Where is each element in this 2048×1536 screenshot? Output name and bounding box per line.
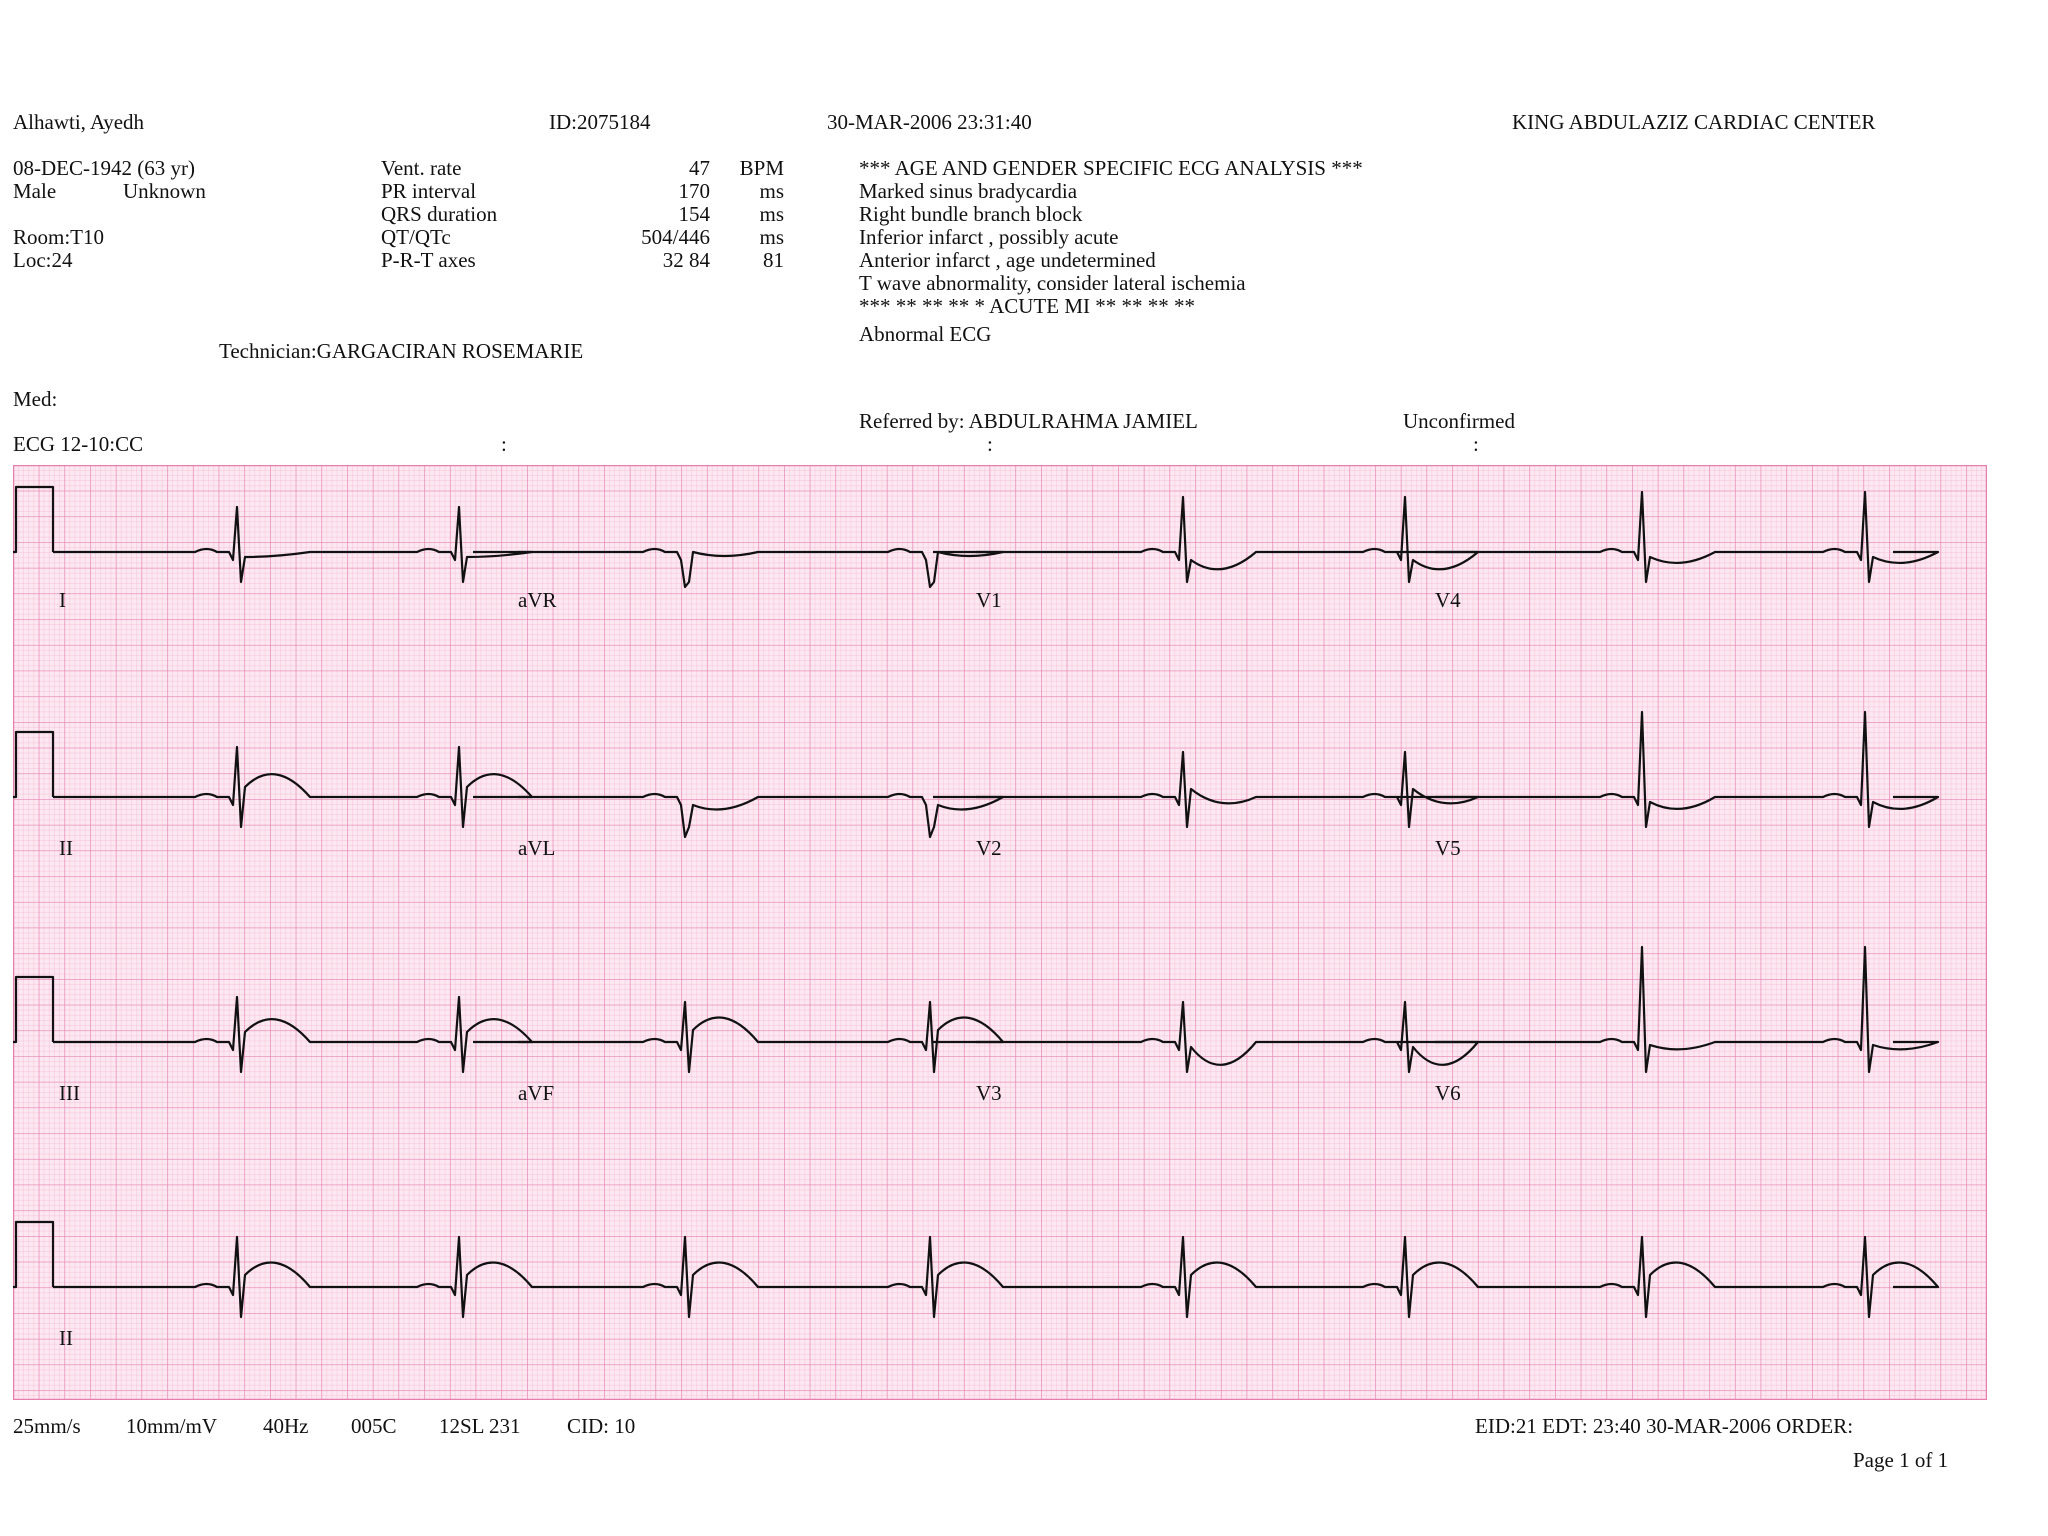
interpretation-line: Right bundle branch block [859,202,1083,226]
patient-dob: 08-DEC-1942 (63 yr) [13,156,195,180]
interpretation-line: T wave abnormality, consider lateral ischemia [859,271,1246,295]
lead-label-V5: V5 [1435,836,1461,860]
gain-setting: 10mm/mV [126,1414,218,1438]
lead-label-I: I [59,588,66,612]
measurement-label: QRS duration [381,202,498,226]
lead-label-V6: V6 [1435,1081,1461,1105]
lead-label-aVL: aVL [518,836,556,860]
patient-name: Alhawti, Ayedh [13,110,145,134]
measurement-label: Vent. rate [381,156,462,180]
interpretation-line: *** AGE AND GENDER SPECIFIC ECG ANALYSIS *** [859,156,1363,180]
referred-by: Referred by: ABDULRAHMA JAMIEL [859,409,1198,433]
separator-colon: : [501,432,507,456]
lead-label-aVR: aVR [518,588,557,612]
paper-speed: 25mm/s [13,1414,81,1438]
technician-name: Technician:GARGACIRAN ROSEMARIE [219,339,584,363]
institution-name: KING ABDULAZIZ CARDIAC CENTER [1512,110,1876,134]
lead-label-V4: V4 [1435,588,1461,612]
measurement-label: PR interval [381,179,477,203]
ecg-strip [13,465,1987,1400]
patient-id: ID:2075184 [549,110,651,134]
ecg-label: ECG 12-10:CC [13,432,144,456]
measurement-value: 154 [678,202,710,226]
interpretation-line: Marked sinus bradycardia [859,179,1078,203]
patient-room: Room:T10 [13,225,105,249]
medication-label: Med: [13,387,58,411]
page-number: Page 1 of 1 [1853,1448,1949,1472]
interpretation-line: Abnormal ECG [859,322,992,346]
measurement-value: 504/446 [641,225,710,249]
lead-label-II: II [59,836,73,860]
separator-colon: : [1473,432,1479,456]
lead-label-V1: V1 [976,588,1002,612]
confirmation-status: Unconfirmed [1403,409,1515,433]
measurement-unit: 81 [763,248,784,272]
measurement-unit: BPM [739,156,784,180]
lead-label-III: III [59,1081,80,1105]
record-datetime: 30-MAR-2006 23:31:40 [827,110,1032,134]
measurement-value: 47 [689,156,710,180]
device-id: 12SL 231 [439,1414,521,1438]
cart-id: CID: 10 [567,1414,636,1438]
measurement-unit: ms [759,202,784,226]
patient-race: Unknown [123,179,206,203]
edit-info: EID:21 EDT: 23:40 30-MAR-2006 ORDER: [1475,1414,1854,1438]
measurement-value: 170 [678,179,710,203]
filter-setting: 40Hz [263,1414,309,1438]
interpretation-line: Inferior infarct , possibly acute [859,225,1119,249]
measurement-unit: ms [759,179,784,203]
measurement-value: 32 84 [662,248,710,272]
interpretation-line: Anterior infarct , age undetermined [859,248,1156,272]
code-setting: 005C [351,1414,397,1438]
measurement-label: P-R-T axes [381,248,476,272]
lead-label-V3: V3 [976,1081,1002,1105]
lead-label-rhythm-II: II [59,1326,73,1350]
patient-location: Loc:24 [13,248,73,272]
measurement-unit: ms [759,225,784,249]
lead-label-aVF: aVF [518,1081,555,1105]
interpretation-line: *** ** ** ** * ACUTE MI ** ** ** ** [859,294,1195,318]
separator-colon: : [987,432,993,456]
measurement-label: QT/QTc [381,225,451,249]
patient-sex: Male [13,179,57,203]
lead-label-V2: V2 [976,836,1002,860]
